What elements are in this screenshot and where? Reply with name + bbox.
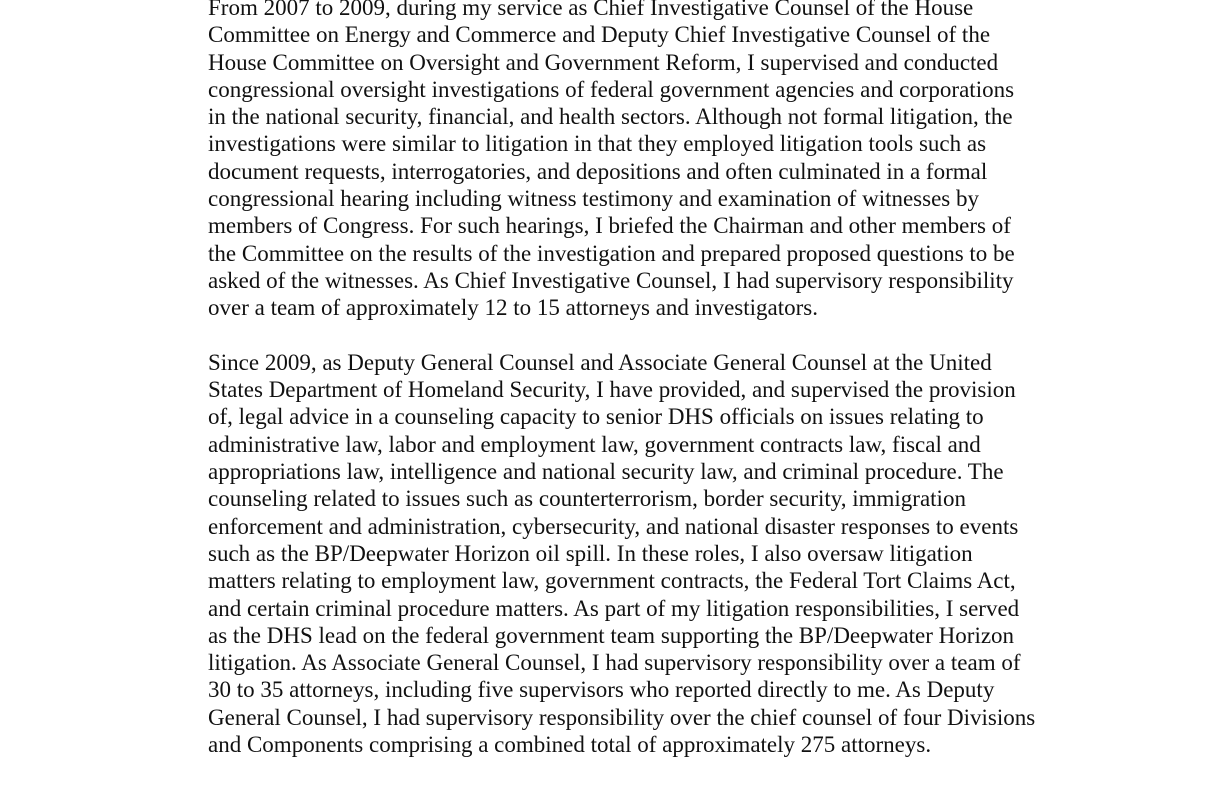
text-line: appropriations law, intelligence and national security law, and criminal procedure. The xyxy=(208,459,1004,485)
text-line: Since 2009, as Deputy General Counsel and Associate General Counsel at the United xyxy=(208,349,992,375)
text-line: congressional oversight investigations of federal government agencies and corporations xyxy=(208,76,1015,102)
text-line: Committee on Energy and Commerce and Deputy Chief Investigative Counsel of the xyxy=(208,22,991,48)
text-line: members of Congress. For such hearings, I briefed the Chairman and other members of xyxy=(208,213,1011,239)
text-line: asked of the witnesses. As Chief Investigative Counsel, I had supervisory responsibility xyxy=(208,267,1014,293)
paragraph-2007-2009 xyxy=(208,0,1088,322)
paragraph-since-2009 xyxy=(208,349,1088,758)
text-line: of, legal advice in a counseling capacity to senior DHS officials on issues relating to xyxy=(208,404,984,430)
text-line: the Committee on the results of the investigation and prepared proposed questions to be xyxy=(208,240,1015,266)
text-line: litigation. As Associate General Counsel, I had supervisory responsibility over a team of xyxy=(208,650,1021,676)
document-body xyxy=(208,0,1088,786)
text-line: counseling related to issues such as counterterrorism, border security, immigration xyxy=(208,486,966,512)
text-line: over a team of approximately 12 to 15 attorneys and investigators. xyxy=(208,295,818,321)
text-line: administrative law, labor and employment law, government contracts law, fiscal and xyxy=(208,431,981,457)
text-line: as the DHS lead on the federal government team supporting the BP/Deepwater Horizon xyxy=(208,622,1015,648)
text-line: investigations were similar to litigation in that they employed litigation tools such as xyxy=(208,131,987,157)
text-line: General Counsel, I had supervisory responsibility over the chief counsel of four Divisions xyxy=(208,704,1036,730)
text-line: and Components comprising a combined total of approximately 275 attorneys. xyxy=(208,732,932,758)
text-line: and certain criminal procedure matters. As part of my litigation responsibilities, I served xyxy=(208,595,1020,621)
text-line: States Department of Homeland Security, I have provided, and supervised the provision xyxy=(208,377,1016,403)
text-line: document requests, interrogatories, and depositions and often culminated in a formal xyxy=(208,158,988,184)
text-line: From 2007 to 2009, during my service as Chief Investigative Counsel of the House xyxy=(208,0,974,20)
text-line: matters relating to employment law, government contracts, the Federal Tort Claims Act, xyxy=(208,568,1016,594)
text-line: congressional hearing including witness testimony and examination of witnesses by xyxy=(208,186,979,212)
text-line: such as the BP/Deepwater Horizon oil spill. In these roles, I also oversaw litigation xyxy=(208,540,973,566)
text-line: 30 to 35 attorneys, including five supervisors who reported directly to me. As Deputy xyxy=(208,677,995,703)
text-line: House Committee on Oversight and Government Reform, I supervised and conducted xyxy=(208,49,999,75)
text-line: enforcement and administration, cybersecurity, and national disaster responses to events xyxy=(208,513,1019,539)
text-line: in the national security, financial, and health sectors. Although not formal litigation, the xyxy=(208,104,1013,130)
